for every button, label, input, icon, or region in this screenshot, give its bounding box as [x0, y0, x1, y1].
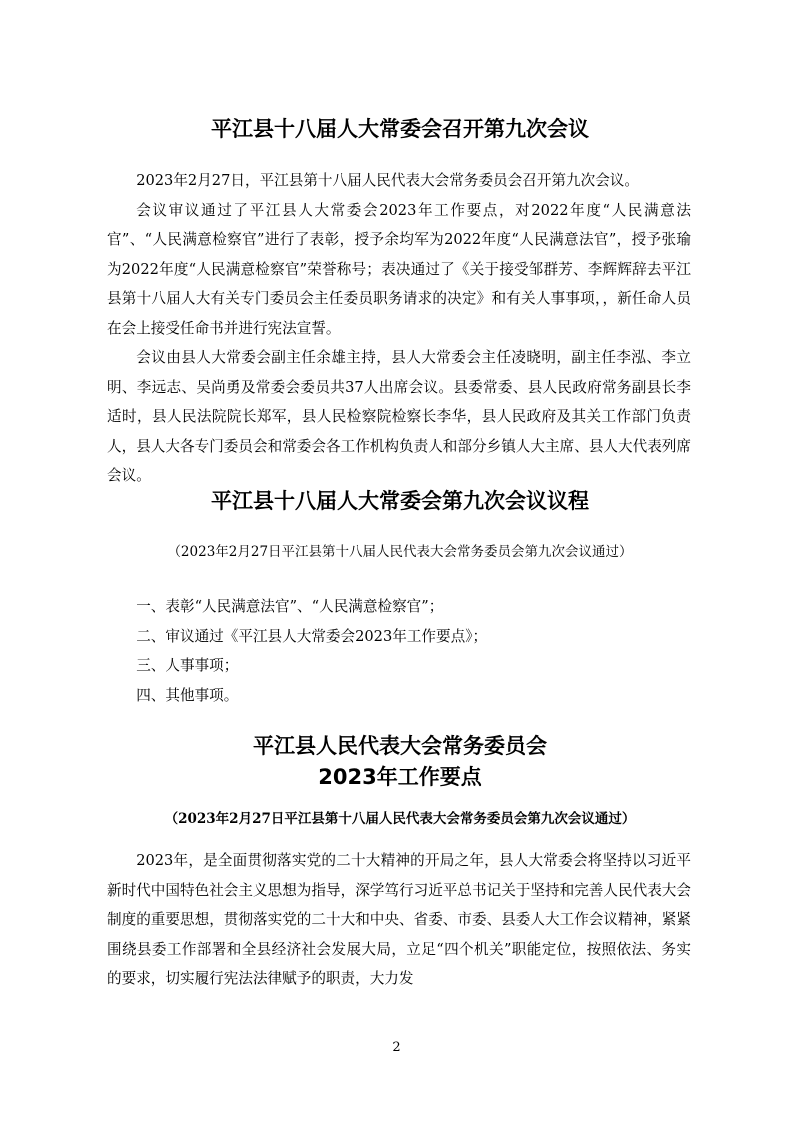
- agenda-item: 四、其他事项。: [136, 686, 239, 704]
- agenda-subtitle: （2023年2月27日平江县第十八届人民代表大会常务委员会第九次会议通过）: [167, 544, 633, 560]
- work-plan-subtitle: （2023年2月27日平江县第十八届人民代表大会常务委员会第九次会议通过）: [164, 811, 636, 827]
- agenda-item: 一、表彰“人民满意法官”、“人民满意检察官”；: [136, 598, 444, 615]
- work-plan-title: [100, 731, 700, 793]
- agenda-title: 平江县十八届人大常委会第九次会议议程: [211, 489, 589, 513]
- work-plan-title-line2: 2023年工作要点: [318, 765, 482, 789]
- paragraph: 2023年，是全面贯彻落实党的二十大精神的开局之年，县人大常委会将坚持以习近平新时代中国特色社会主义思想为指导，深学笃行习近平总书记关于坚持和完善人民代表大会制度的重要思想，贯彻落实党的二十大和中央、省委、市委、县委人大工作会议精神，紧紧围绕县委工作部署和全县经济社会发展大局，立足“四个机关”职能定位，按照依法、务实的要求，切实履行宪法法律赋予的职责，大力发: [107, 852, 691, 987]
- paragraph: 会议审议通过了平江县人大常委会2023年工作要点，对2022年度“人民满意法官”、“人民满意检察官”进行了表彰，授予余均军为2022年度“人民满意法官”，授予张瑜为2022年度“人民满意检察官”荣誉称号；表决通过了《关于接受邹群芳、李辉辉辞去平江县第十八届人大有关专门委员会主任委员职务请求的决定》和有关人事事项，，新任命人员在会上接受任命书并进行宪法宣誓。: [107, 201, 691, 337]
- agenda-item: 三、人事事项；: [136, 657, 239, 674]
- work-plan-title-line1: 平江县人民代表大会常务委员会: [253, 734, 547, 758]
- paragraph: 2023年2月27日，平江县第十八届人民代表大会常务委员会召开第九次会议。: [136, 172, 639, 189]
- paragraph: 会议由县人大常委会副主任余雄主持，县人大常委会主任凌晓明，副主任李泓、李立明、李远志、吴尚勇及常委会委员共37人出席会议。县委常委、县人民政府常务副县长李适时，县人民法院院长郑军，县人民检察院检察长李华，县人民政府及其关工作部门负责人，县人大各专门委员会和常委会各工作机构负责人和部分乡镇人大主席、县人大代表列席会议。: [107, 349, 691, 484]
- agenda-list: [107, 592, 691, 710]
- page-number: 2: [392, 1040, 401, 1055]
- work-plan-body: [107, 846, 691, 994]
- meeting-title: 平江县十八届人大常委会召开第九次会议: [211, 117, 589, 141]
- agenda-item: 二、审议通过《平江县人大常委会2023年工作要点》；: [136, 627, 488, 645]
- meeting-report: [107, 166, 691, 491]
